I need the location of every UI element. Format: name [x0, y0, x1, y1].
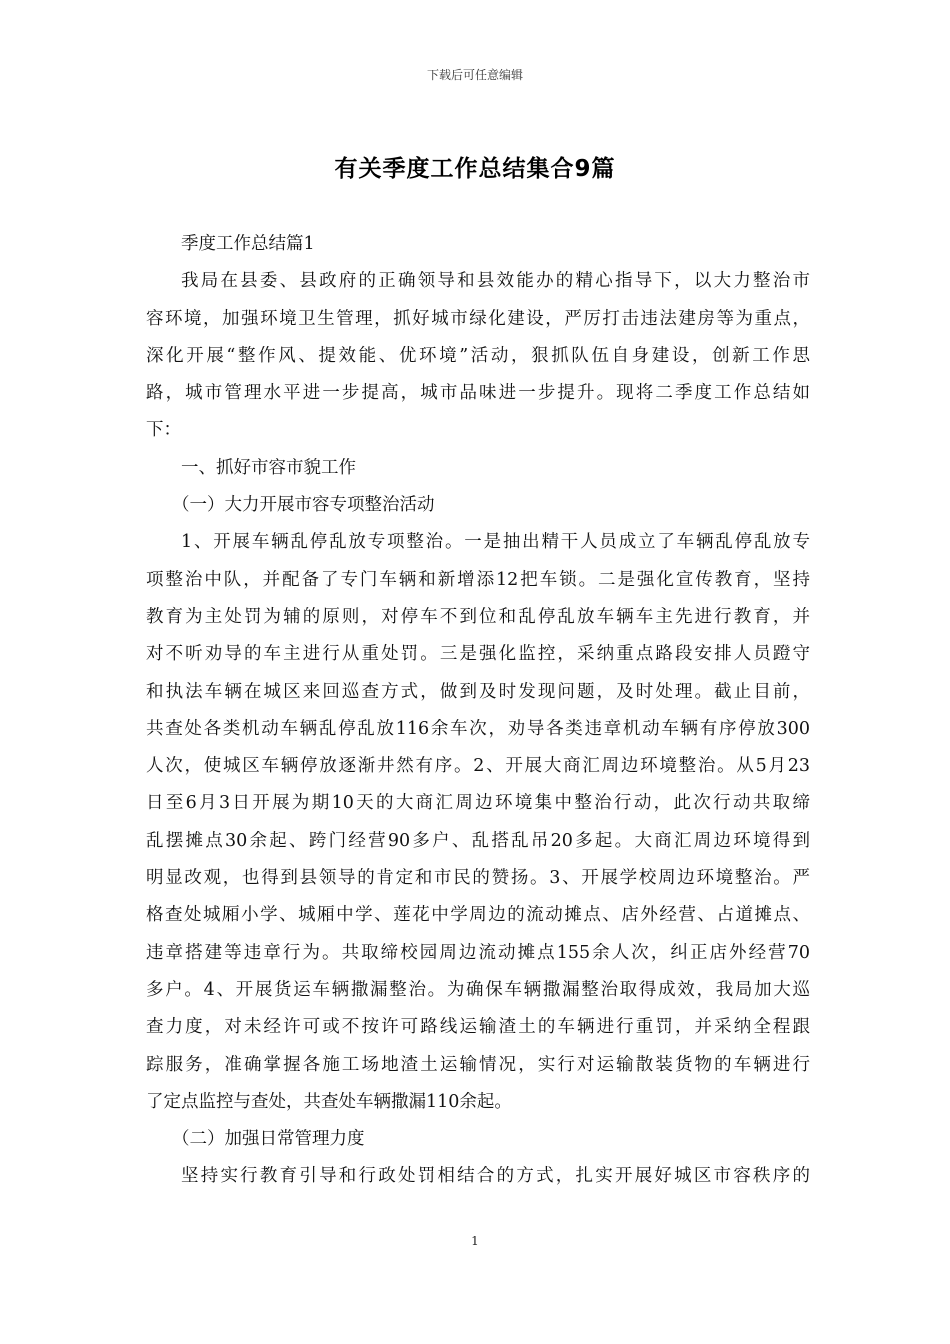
- text-line: 踪服务，准确掌握各施工场地渣土运输情况，实行对运输散装货物的车辆进行: [146, 1054, 810, 1075]
- text-line: 教育为主处罚为辅的原则，对停车不到位和乱停乱放车辆车主先进行教育，并: [146, 606, 810, 627]
- text-line: 季度工作总结篇1: [181, 234, 315, 254]
- text-line: 违章搭建等违章行为。共取缔校园周边流动摊点155余人次，纠正店外经营70: [146, 942, 810, 963]
- text-line: （一）大力开展市容专项整治活动: [172, 495, 435, 516]
- text-line: 坚持实行教育引导和行政处罚相结合的方式，扎实开展好城区市容秩序的: [181, 1166, 810, 1187]
- text-line: （二）加强日常管理力度: [172, 1129, 365, 1150]
- text-line: 乱摆摊点30余起、跨门经营90多户、乱搭乱吊20多起。大商汇周边环境得到: [146, 830, 810, 851]
- text-line: 人次，使城区车辆停放逐渐井然有序。2、开展大商汇周边环境整治。从5月23: [146, 756, 810, 777]
- text-line: 深化开展“整作风、提效能、优环境”活动，狠抓队伍自身建设，创新工作思: [146, 345, 810, 366]
- text-line: 1、开展车辆乱停乱放专项整治。一是抽出精干人员成立了车辆乱停乱放专: [181, 532, 810, 553]
- text-line: 一、抓好市容市貌工作: [181, 457, 356, 478]
- text-line: 我局在县委、县政府的正确领导和县效能办的精心指导下，以大力整治市: [181, 271, 810, 292]
- text-line: 项整治中队，并配备了专门车辆和新增添12把车锁。二是强化宣传教育，坚持: [146, 569, 810, 590]
- text-line: 了定点监控与查处，共查处车辆撒漏110余起。: [146, 1091, 512, 1112]
- page-number: 1: [471, 1234, 479, 1248]
- document-title: 有关季度工作总结集合9篇: [334, 156, 616, 182]
- text-line: 容环境，加强环境卫生管理，抓好城市绿化建设，严厉打击违法建房等为重点，: [146, 308, 810, 329]
- text-line: 日至6月3日开展为期10天的大商汇周边环境集中整治行动，此次行动共取缔: [146, 793, 810, 814]
- text-line: 对不听劝导的车主进行从重处罚。三是强化监控，采纳重点路段安排人员蹬守: [146, 644, 810, 665]
- text-line: 格查处城厢小学、城厢中学、莲花中学周边的流动摊点、店外经营、占道摊点、: [146, 905, 810, 926]
- text-line: 下：: [146, 420, 181, 441]
- text-line: 多户。4、开展货运车辆撒漏整治。为确保车辆撒漏整治取得成效，我局加大巡: [146, 979, 810, 1000]
- text-line: 和执法车辆在城区来回巡查方式，做到及时发现问题，及时处理。截止目前，: [146, 681, 810, 702]
- document-body: [146, 226, 810, 1196]
- text-line: 共查处各类机动车辆乱停乱放116余车次，劝导各类违章机动车辆有序停放300: [146, 718, 810, 739]
- page-header: 下载后可任意编辑: [426, 68, 523, 82]
- text-line: 明显改观，也得到县领导的肯定和市民的赞扬。3、开展学校周边环境整治。严: [146, 868, 810, 889]
- text-line: 查力度，对未经许可或不按许可路线运输渣土的车辆进行重罚，并采纳全程跟: [146, 1017, 810, 1038]
- text-line: 路，城市管理水平进一步提高，城市品味进一步提升。现将二季度工作总结如: [146, 383, 810, 404]
